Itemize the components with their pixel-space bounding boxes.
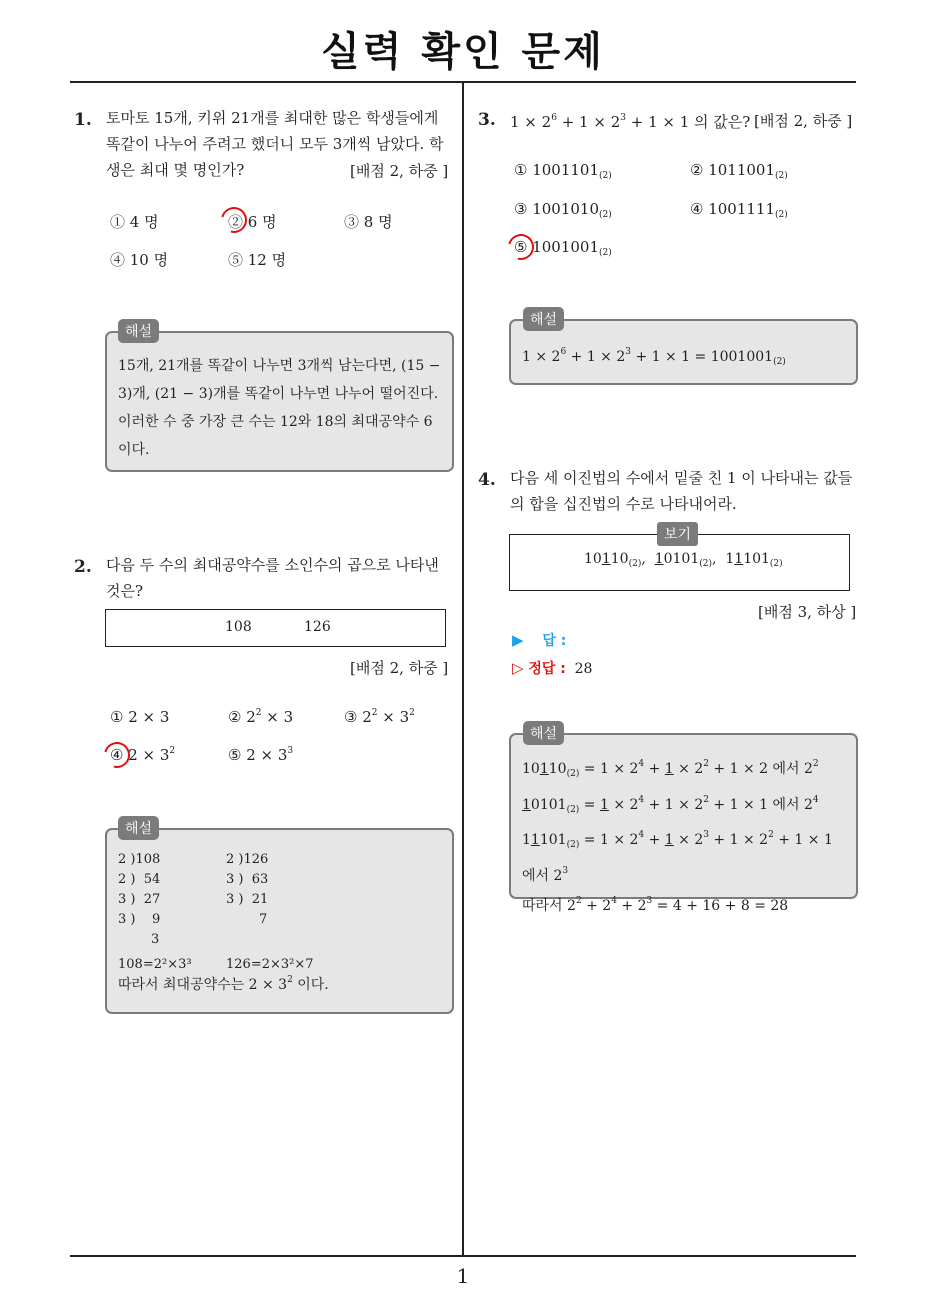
q2-score: [배점 2, 하중 ]: [350, 659, 449, 677]
q2-box-value-b: 126: [304, 619, 331, 635]
q4-solution-label: 해설: [523, 721, 564, 745]
q4-example-label: 보기: [657, 522, 698, 546]
q2-choice-2[interactable]: ② $2^2 \times 3$: [228, 708, 294, 726]
solution-line-4: 따라서 $2^2 + 2^4 + 2^3 = 4 + 16 + 8 = 28$: [522, 896, 789, 914]
q3-solution-label: 해설: [523, 307, 564, 331]
footer-rule: [70, 1255, 856, 1257]
q2-conclusion: 따라서 최대공약수는 $2 \times 3^2$ 이다.: [118, 975, 329, 993]
q2-text: 다음 두 수의 최대공약수를 소인수의 곱으로 나타낸 것은?: [106, 556, 439, 600]
work-line: 2 )126: [226, 852, 269, 867]
q2-factorization-108: 108=2²×3³: [118, 957, 192, 972]
q1-choice-3[interactable]: ③ 8 명: [344, 213, 393, 231]
q2-number-box: [105, 609, 446, 647]
work-line: 7: [226, 912, 268, 927]
q1-solution-label: 해설: [118, 319, 159, 343]
solution-line-1: $10110_{(2)} = 1 \times 2^4 + 1 \times 2^2 + 1 \times 2$ 에서 $2^2$: [522, 759, 819, 779]
solution-line-2: $10101_{(2)} = 1 \times 2^4 + 1 \times 2^2 + 1 \times 1$ 에서 $2^4$: [522, 794, 819, 815]
q1-choice-1[interactable]: ① 4 명: [110, 213, 159, 231]
q2-box-value-a: 108: [225, 619, 252, 635]
q1-text: 토마토 15개, 키위 21개를 최대한 많은 학생들에게 똑같이 나누어 주려고 했더니 모두 3개씩 남았다. 학생은 최대 몇 명인가?: [106, 109, 444, 179]
q1-number: 1.: [74, 110, 92, 130]
selected-answer-mark: [99, 737, 135, 773]
work-line: 3 ) 21: [226, 892, 269, 907]
q2-number: 2.: [74, 557, 92, 577]
selected-answer-mark: [216, 202, 252, 238]
q4-number: 4.: [478, 470, 496, 490]
solution-line-3: $11101_{(2)} = 1 \times 2^4 + 1 \times 2^3 + 1 \times 2^2 + 1 \times 1$ 에서 $2^3$: [522, 830, 833, 884]
hollow-arrow-icon: ▷: [512, 659, 524, 677]
page-title: 실력 확인 문제: [321, 29, 605, 75]
q4-text: 다음 세 이진법의 수에서 밑줄 친 1 이 나타내는 값들의 합을 십진법의 수로 나타내어라.: [510, 469, 853, 513]
q3-choice-2[interactable]: ② $1011001_{(2)}$: [690, 161, 788, 181]
answer-row: [512, 630, 566, 650]
correct-answer-label: 정답 :: [528, 661, 566, 677]
column-divider: [462, 83, 464, 1257]
q1-choice-2[interactable]: ② 6 명: [228, 213, 277, 231]
q1-solution-text: 15개, 21개를 똑같이 나누면 3개씩 남는다면, (15 − 3)개, (21 − 3)개를 똑같이 나누면 나누어 떨어진다. 이러한 수 중 가장 큰 수는 12와 18의 최대공약수 6이다.: [118, 358, 441, 458]
q3-solution-text: $1 \times 2^6 + 1 \times 2^3 + 1 \times 1 = 1001001_{(2)}$: [522, 347, 786, 367]
q1-choice-5[interactable]: ⑤ 12 명: [228, 251, 287, 269]
selected-answer-mark: [503, 229, 539, 265]
play-arrow-icon: ▶: [512, 631, 524, 649]
work-line: 3 ) 63: [226, 872, 269, 887]
q3-choice-1[interactable]: ① $1001101_{(2)}$: [514, 161, 612, 181]
work-line: 3: [118, 932, 160, 947]
work-line: 2 ) 54: [118, 872, 161, 887]
q4-score: [배점 3, 하상 ]: [758, 603, 857, 621]
q3-expression: $1 \times 2^6 + 1 \times 2^3 + 1 \times 1$ 의 값은?: [510, 113, 751, 131]
answer-label: 답 :: [542, 633, 567, 649]
q2-division-108: [118, 850, 160, 950]
correct-answer-row: [512, 658, 592, 678]
q2-choice-1[interactable]: ① 2 × 3: [110, 708, 170, 726]
q3-choice-3[interactable]: ③ $1001010_{(2)}$: [514, 200, 612, 220]
q4-example-content: $10110_{(2)}$, $10101_{(2)}$, $11101_{(2)}$: [584, 551, 783, 569]
page-number: 1: [456, 1264, 470, 1288]
work-line: 2 )108: [118, 852, 161, 867]
q3-choice-4[interactable]: ④ $1001111_{(2)}$: [690, 200, 788, 220]
q3-choice-5[interactable]: ⑤ $1001001_{(2)}$: [514, 238, 612, 258]
q2-choice-4[interactable]: ④ $2 \times 3^2$: [110, 746, 176, 764]
correct-answer-value: 28: [574, 661, 593, 677]
q2-factorization-126: 126=2×3²×7: [226, 957, 314, 972]
q1-choice-4[interactable]: ④ 10 명: [110, 251, 169, 269]
q2-solution-label: 해설: [118, 816, 159, 840]
q3-number: 3.: [478, 110, 496, 130]
q2-choice-5[interactable]: ⑤ $2 \times 3^3$: [228, 746, 294, 764]
q1-score: [배점 2, 하중 ]: [350, 162, 449, 180]
q2-division-126: [226, 850, 268, 930]
q2-choice-3[interactable]: ③ $2^2 \times 3^2$: [344, 708, 415, 726]
work-line: 3 ) 9: [118, 912, 161, 927]
q3-score: [배점 2, 하중 ]: [754, 112, 853, 130]
work-line: 3 ) 27: [118, 892, 161, 907]
q4-solution-lines: [522, 752, 848, 920]
